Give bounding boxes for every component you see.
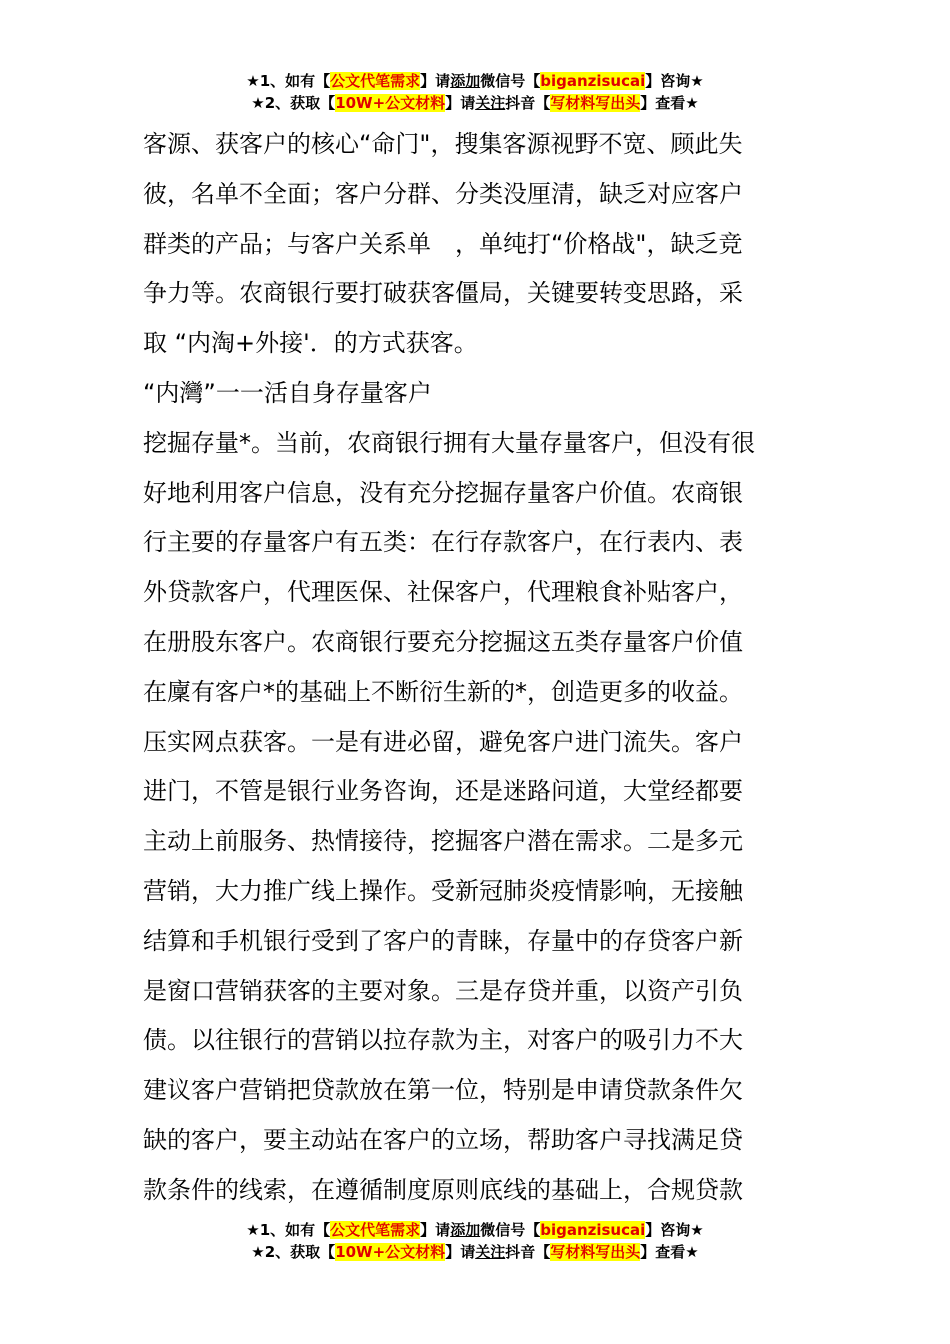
banner-highlight: 10W+公文材料 bbox=[335, 94, 446, 112]
footer-banner bbox=[0, 1219, 950, 1263]
body-line: 群类的产品；与客户关系单 ，单纯打“价格战"，缺乏竞 bbox=[143, 229, 743, 258]
body-line: 取 “内淘+外接'．的方式获客。 bbox=[143, 329, 478, 358]
body-line: 行主要的存量客户有五类：在行存款客户，在行表内、表 bbox=[143, 528, 743, 557]
body-line: 争力等。农商银行要打破获客僵局，关键要转变思路，采 bbox=[143, 279, 743, 308]
body-line: 彼，名单不全面；客户分群、分类没厘清，缺乏对应客户 bbox=[143, 179, 743, 208]
banner-line-1: ★1、如有【公文代笔需求】请添加微信号【biganzisucai】咨询★ bbox=[246, 1221, 704, 1239]
header-banner bbox=[0, 70, 950, 114]
body-line: 缺的客户，要主动站在客户的立场，帮助客户寻找满足贷 bbox=[143, 1125, 743, 1154]
body-line: 客源、获客户的核心“命门"，搜集客源视野不宽、顾此失 bbox=[143, 130, 743, 158]
body-line: 结算和手机银行受到了客户的青睐，存量中的存贷客户新 bbox=[143, 926, 743, 955]
banner-highlight: 公文代笔需求 bbox=[330, 1221, 421, 1239]
body-line: 债。以往银行的营销以拉存款为主，对客户的吸引力不大 bbox=[143, 1026, 743, 1055]
body-line: 款条件的线索，在遵循制度原则底线的基础上，合规贷款 bbox=[143, 1175, 743, 1204]
banner-highlight: 公文代笔需求 bbox=[330, 72, 421, 90]
body-line: 压实网点获客。一是有进必留，避免客户进门流失。客户 bbox=[143, 727, 743, 756]
banner-line-1: ★1、如有【公文代笔需求】请添加微信号【biganzisucai】咨询★ bbox=[246, 72, 704, 90]
banner-highlight: 10W+公文材料 bbox=[335, 1243, 446, 1261]
body-text bbox=[143, 120, 811, 1216]
banner-line-2: ★2、获取【10W+公文材料】请关注抖音【写材料写出头】查看★ bbox=[251, 94, 699, 112]
body-line: 进门，不管是银行业务咨询，还是迷路问道，大堂经都要 bbox=[143, 777, 743, 806]
body-line: 营销，大力推广线上操作。受新冠肺炎疫情影响，无接触 bbox=[143, 876, 743, 905]
body-line: 在廩有客户*的基础上不断衍生新的*，创造更多的收益。 bbox=[143, 677, 743, 706]
body-line: 主动上前服务、热情接待，挖掘客户潜在需求。二是多元 bbox=[143, 827, 743, 856]
body-line: 在册股东客户。农商银行要充分挖掘这五类存量客户价值 bbox=[143, 627, 743, 656]
body-line: 建议客户营销把贷款放在第一位，特别是申请贷款条件欠 bbox=[143, 1076, 743, 1105]
body-line: 挖掘存量*。当前，农商银行拥有大量存量客户，但没有很 bbox=[143, 428, 755, 457]
body-line: 好地利用客户信息，没有充分挖掘存量客户价值。农商银 bbox=[143, 478, 743, 507]
body-line: 外贷款客户，代理医保、社保客户，代理粮食补贴客户， bbox=[143, 578, 743, 607]
body-line: 是窗口营销获客的主要对象。三是存贷并重，以资产引负 bbox=[143, 976, 743, 1005]
banner-highlight: biganzisucai bbox=[540, 1221, 646, 1239]
banner-line-2: ★2、获取【10W+公文材料】请关注抖音【写材料写出头】查看★ bbox=[251, 1243, 699, 1261]
banner-highlight: biganzisucai bbox=[540, 72, 646, 90]
banner-highlight: 写材料写出头 bbox=[550, 1243, 641, 1261]
banner-highlight: 写材料写出头 bbox=[550, 94, 641, 112]
section-heading: “内灣”一一活自身存量客户 bbox=[143, 378, 432, 407]
